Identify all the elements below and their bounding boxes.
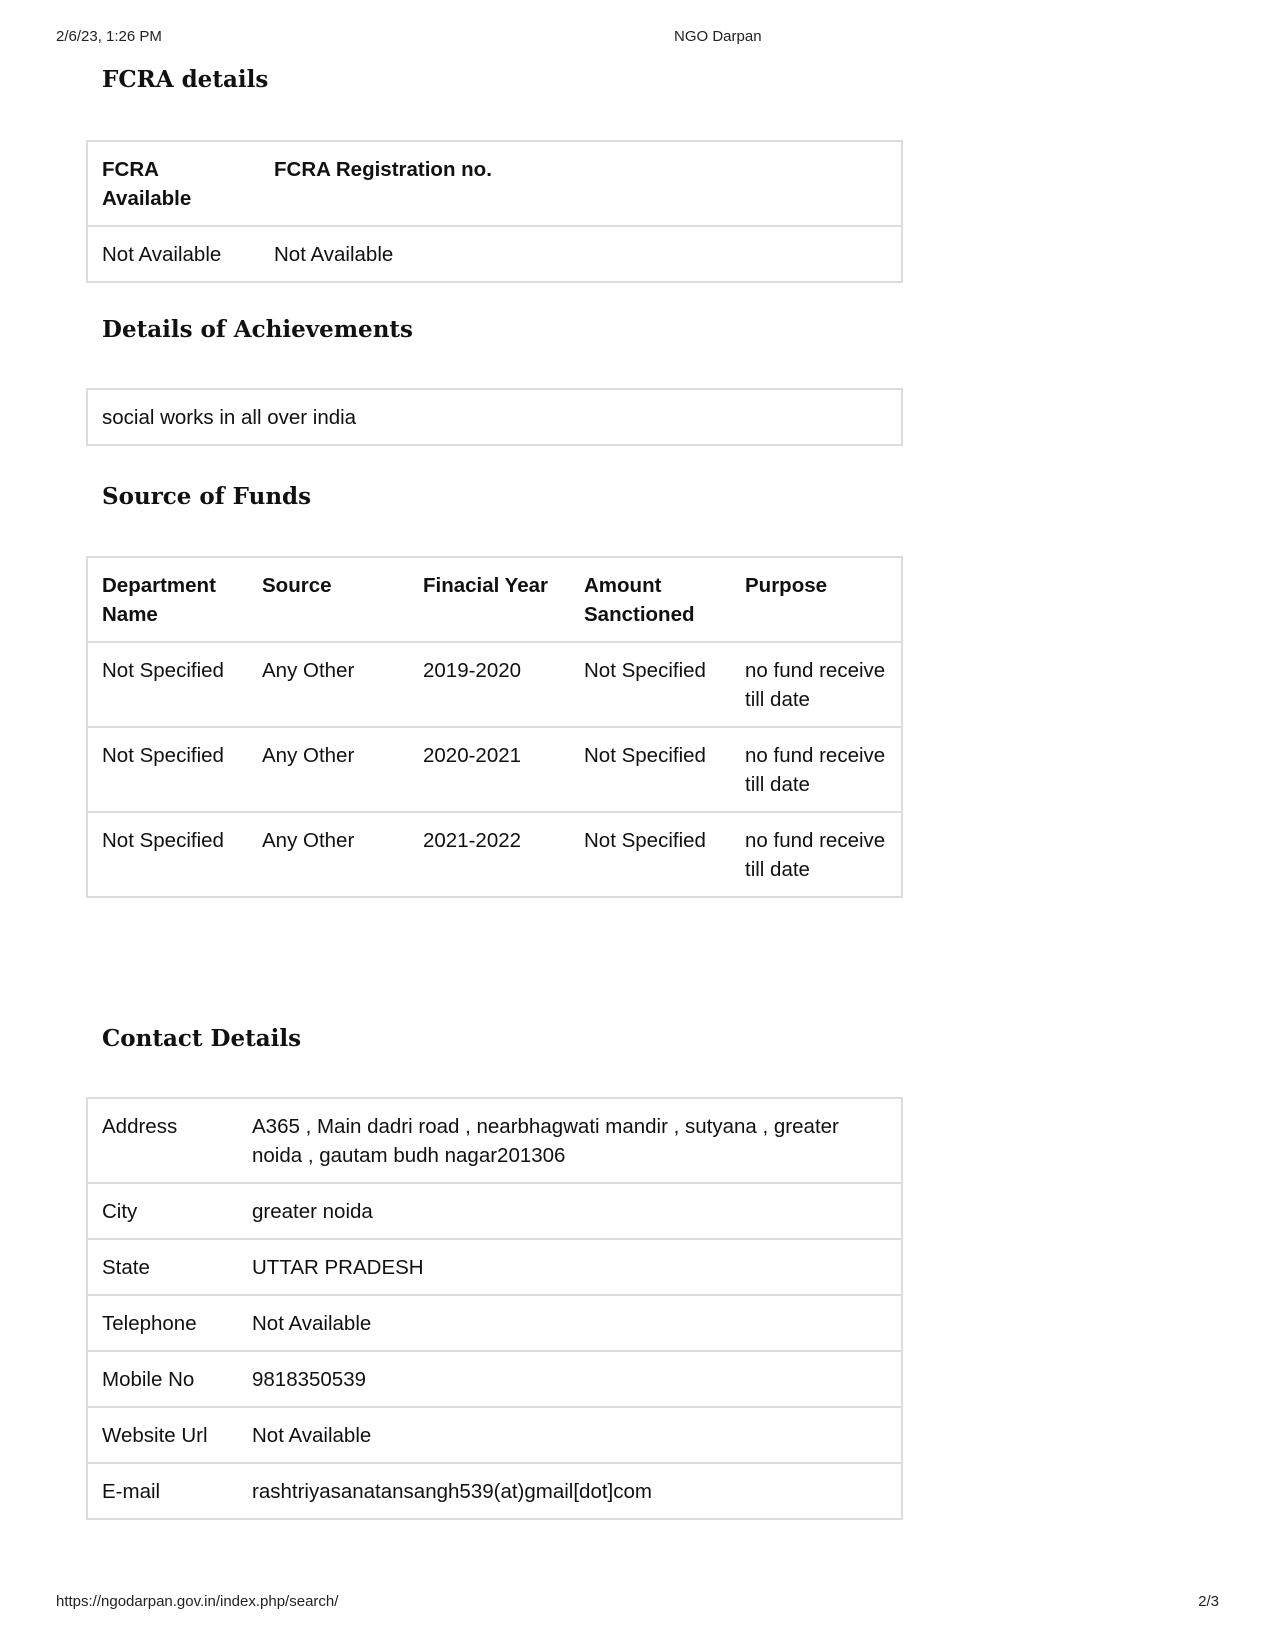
funds-header-row	[87, 557, 902, 642]
fcra-header-row	[87, 141, 902, 226]
table-row	[87, 812, 902, 897]
contact-label: E-mail	[87, 1463, 238, 1519]
fcra-available-value: Not Available	[87, 226, 260, 282]
funds-heading: Source of Funds	[102, 483, 312, 510]
table-row	[87, 642, 902, 727]
contact-value: A365 , Main dadri road , nearbhagwati mandir , sutyana , greater noida , gautam budh nagar201306	[252, 1115, 839, 1167]
funds-col-purpose: Purpose	[745, 574, 828, 597]
contact-value: 9818350539	[238, 1351, 902, 1407]
contact-row-email	[87, 1463, 902, 1519]
achievements-row	[87, 389, 902, 445]
funds-purpose: no fund receive till date	[731, 642, 902, 727]
funds-department: Not Specified	[87, 727, 248, 812]
contact-row-telephone	[87, 1295, 902, 1351]
contact-row-website	[87, 1407, 902, 1463]
fcra-col-available: FCRA Available	[102, 158, 192, 210]
contact-table	[86, 1097, 903, 1520]
funds-amount: Not Specified	[570, 812, 731, 897]
funds-source: Any Other	[248, 642, 409, 727]
page-number: 2/3	[1198, 1593, 1219, 1610]
contact-row-address	[87, 1098, 902, 1183]
print-site-title: NGO Darpan	[674, 28, 762, 45]
fcra-table	[86, 140, 903, 283]
fcra-registration-value: Not Available	[260, 226, 902, 282]
funds-amount: Not Specified	[570, 642, 731, 727]
contact-label: Website Url	[87, 1407, 238, 1463]
funds-year: 2020-2021	[409, 727, 570, 812]
contact-row-city	[87, 1183, 902, 1239]
contact-value: Not Available	[238, 1295, 902, 1351]
achievements-heading: Details of Achievements	[102, 316, 413, 343]
contact-row-state	[87, 1239, 902, 1295]
fcra-heading: FCRA details	[102, 66, 269, 93]
contact-row-mobile	[87, 1351, 902, 1407]
funds-purpose: no fund receive till date	[731, 812, 902, 897]
print-datetime: 2/6/23, 1:26 PM	[56, 28, 162, 45]
fcra-col-registration: FCRA Registration no.	[274, 158, 492, 181]
contact-label: Address	[102, 1115, 178, 1138]
fcra-row	[87, 226, 902, 282]
funds-col-source: Source	[262, 574, 332, 597]
achievements-table	[86, 388, 903, 446]
funds-col-year: Finacial Year	[423, 574, 548, 597]
funds-source: Any Other	[248, 727, 409, 812]
funds-year: 2021-2022	[409, 812, 570, 897]
contact-value: rashtriyasanatansangh539(at)gmail[dot]com	[238, 1463, 902, 1519]
funds-table	[86, 556, 903, 898]
contact-label: Telephone	[87, 1295, 238, 1351]
achievements-text: social works in all over india	[102, 406, 357, 429]
funds-source: Any Other	[248, 812, 409, 897]
contact-value: UTTAR PRADESH	[238, 1239, 902, 1295]
funds-department: Not Specified	[87, 642, 248, 727]
contact-value: Not Available	[238, 1407, 902, 1463]
contact-label: State	[87, 1239, 238, 1295]
table-row	[87, 727, 902, 812]
funds-year: 2019-2020	[409, 642, 570, 727]
funds-amount: Not Specified	[570, 727, 731, 812]
funds-col-amount: Amount Sanctioned	[584, 574, 695, 626]
contact-label: City	[87, 1183, 238, 1239]
print-url: https://ngodarpan.gov.in/index.php/search/	[56, 1593, 339, 1610]
contact-label: Mobile No	[87, 1351, 238, 1407]
contact-heading: Contact Details	[102, 1025, 302, 1052]
funds-department: Not Specified	[87, 812, 248, 897]
funds-col-department: Department Name	[102, 574, 216, 626]
contact-value: greater noida	[238, 1183, 902, 1239]
funds-purpose: no fund receive till date	[731, 727, 902, 812]
